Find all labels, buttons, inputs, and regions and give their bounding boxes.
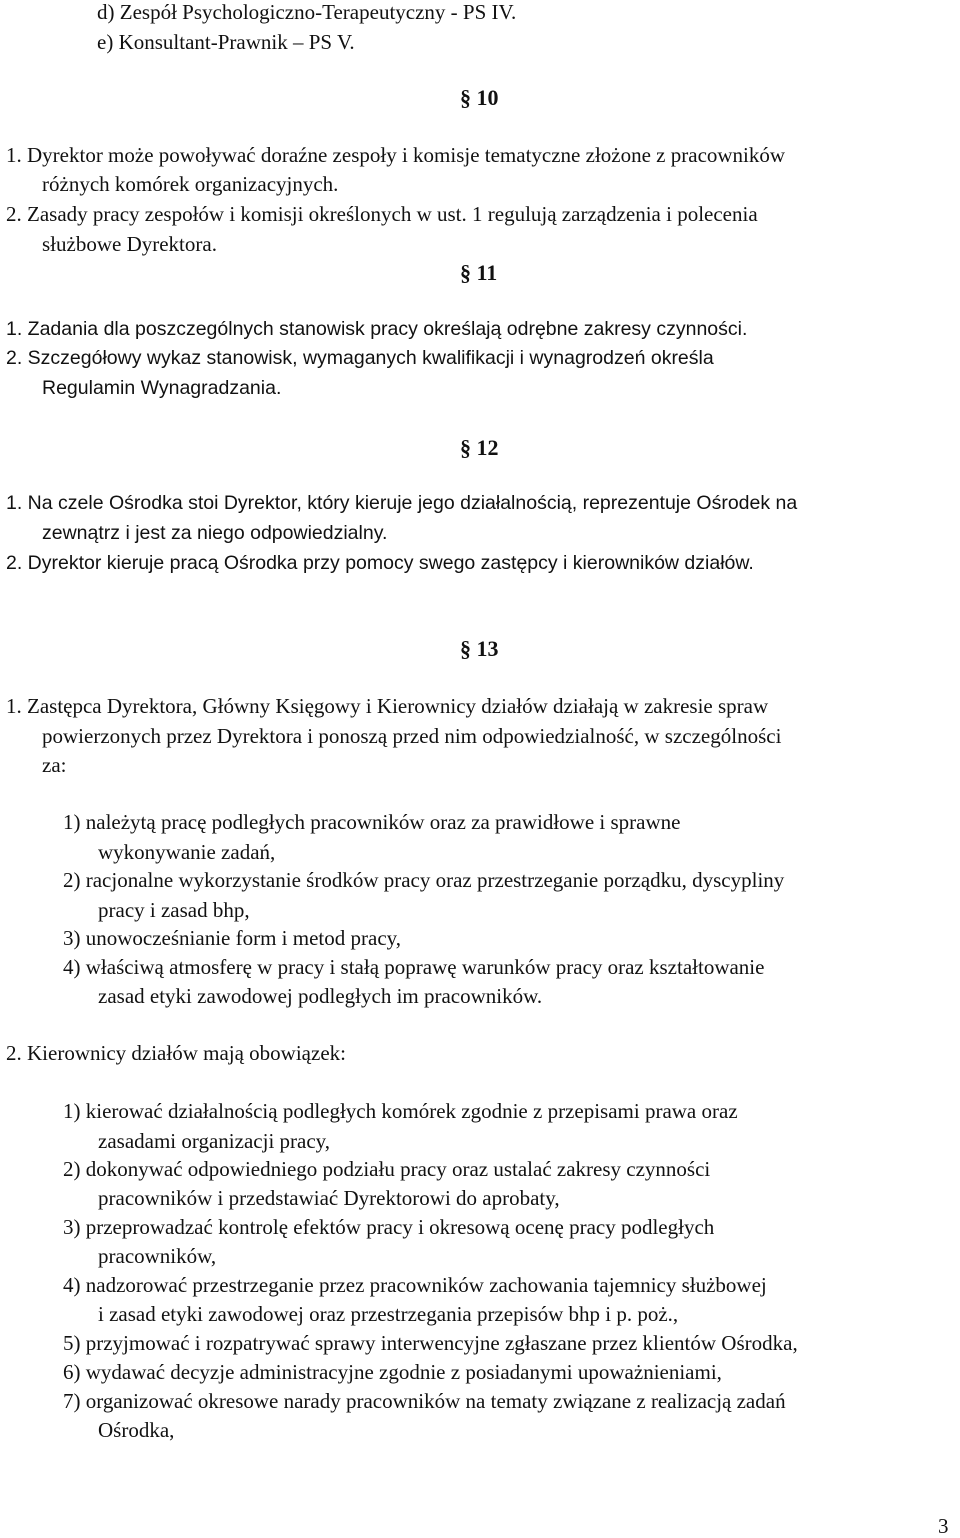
list-item: 1) kierować działalnością podległych komórek zgodnie z przepisami prawa oraz (63, 1099, 738, 1123)
paragraph-line: 2. Szczegółowy wykaz stanowisk, wymaganych kwalifikacji i wynagrodzeń określa (6, 347, 714, 369)
list-item: 3) przeprowadzać kontrolę efektów pracy i okresową ocenę pracy podległych (63, 1215, 715, 1239)
list-item-continuation: wykonywanie zadań, (98, 840, 276, 864)
list-item-continuation: pracowników, (98, 1244, 217, 1268)
list-item: 2) dokonywać odpowiedniego podziału pracy oraz ustalać zakresy czynności (63, 1157, 711, 1181)
paragraph-line: Regulamin Wynagradzania. (42, 377, 282, 399)
list-item-continuation: zasad etyki zawodowej podległych im pracowników. (98, 984, 543, 1008)
list-item: 7) organizować okresowe narady pracowników na tematy związane z realizacją zadań (63, 1389, 786, 1413)
list-item-continuation: i zasad etyki zawodowej oraz przestrzegania przepisów bhp i p. poż., (98, 1302, 679, 1326)
paragraph-line: różnych komórek organizacyjnych. (42, 172, 339, 196)
section-heading-11: § 11 (460, 260, 498, 285)
list-item-continuation: pracy i zasad bhp, (98, 898, 250, 922)
paragraph-line: 2. Zasady pracy zespołów i komisji określonych w ust. 1 regulują zarządzenia i polecenia (6, 202, 758, 226)
list-item-continuation: pracowników i przedstawiać Dyrektorowi do aprobaty, (98, 1186, 560, 1210)
list-item: 3) unowocześnianie form i metod pracy, (63, 926, 402, 950)
section-heading-12: § 12 (460, 435, 499, 460)
paragraph-line: 1. Dyrektor może powoływać doraźne zespoły i komisje tematyczne złożone z pracowników (6, 143, 786, 167)
list-item-continuation: Ośrodka, (98, 1418, 175, 1442)
paragraph-line: służbowe Dyrektora. (42, 232, 217, 256)
paragraph-line: 1. Zadania dla poszczególnych stanowisk pracy określają odrębne zakresy czynności. (6, 318, 748, 340)
list-item-d: d) Zespół Psychologiczno-Terapeutyczny - PS IV. (97, 0, 517, 24)
paragraph-line: 1. Zastępca Dyrektora, Główny Księgowy i Kierownicy działów działają w zakresie spraw (6, 694, 769, 718)
section-heading-13: § 13 (460, 636, 499, 661)
paragraph-line: zewnątrz i jest za niego odpowiedzialny. (42, 522, 388, 544)
paragraph-line: 1. Na czele Ośrodka stoi Dyrektor, który kieruje jego działalnością, reprezentuje Ośrodek na (6, 492, 798, 514)
list-item: 6) wydawać decyzje administracyjne zgodnie z posiadanymi upoważnieniami, (63, 1360, 722, 1384)
list-item-e: e) Konsultant-Prawnik – PS V. (97, 30, 355, 54)
list-item: 4) nadzorować przestrzeganie przez pracowników zachowania tajemnicy służbowej (63, 1273, 767, 1297)
list-item: 2) racjonalne wykorzystanie środków pracy oraz przestrzeganie porządku, dyscypliny (63, 868, 785, 892)
list-item: 1) należytą pracę podległych pracowników oraz za prawidłowe i sprawne (63, 810, 681, 834)
list-item: 5) przyjmować i rozpatrywać sprawy interwencyjne zgłaszane przez klientów Ośrodka, (63, 1331, 798, 1355)
list-item: 4) właściwą atmosferę w pracy i stałą poprawę warunków pracy oraz kształtowanie (63, 955, 765, 979)
paragraph-line: za: (42, 753, 67, 777)
list-item-continuation: zasadami organizacji pracy, (98, 1129, 331, 1153)
page-number: 3 (938, 1514, 949, 1538)
paragraph-line: powierzonych przez Dyrektora i ponoszą przed nim odpowiedzialność, w szczególności (42, 724, 782, 748)
paragraph-line: 2. Dyrektor kieruje pracą Ośrodka przy pomocy swego zastępcy i kierowników działów. (6, 552, 754, 574)
paragraph-line: 2. Kierownicy działów mają obowiązek: (6, 1041, 346, 1065)
section-heading-10: § 10 (460, 85, 499, 110)
